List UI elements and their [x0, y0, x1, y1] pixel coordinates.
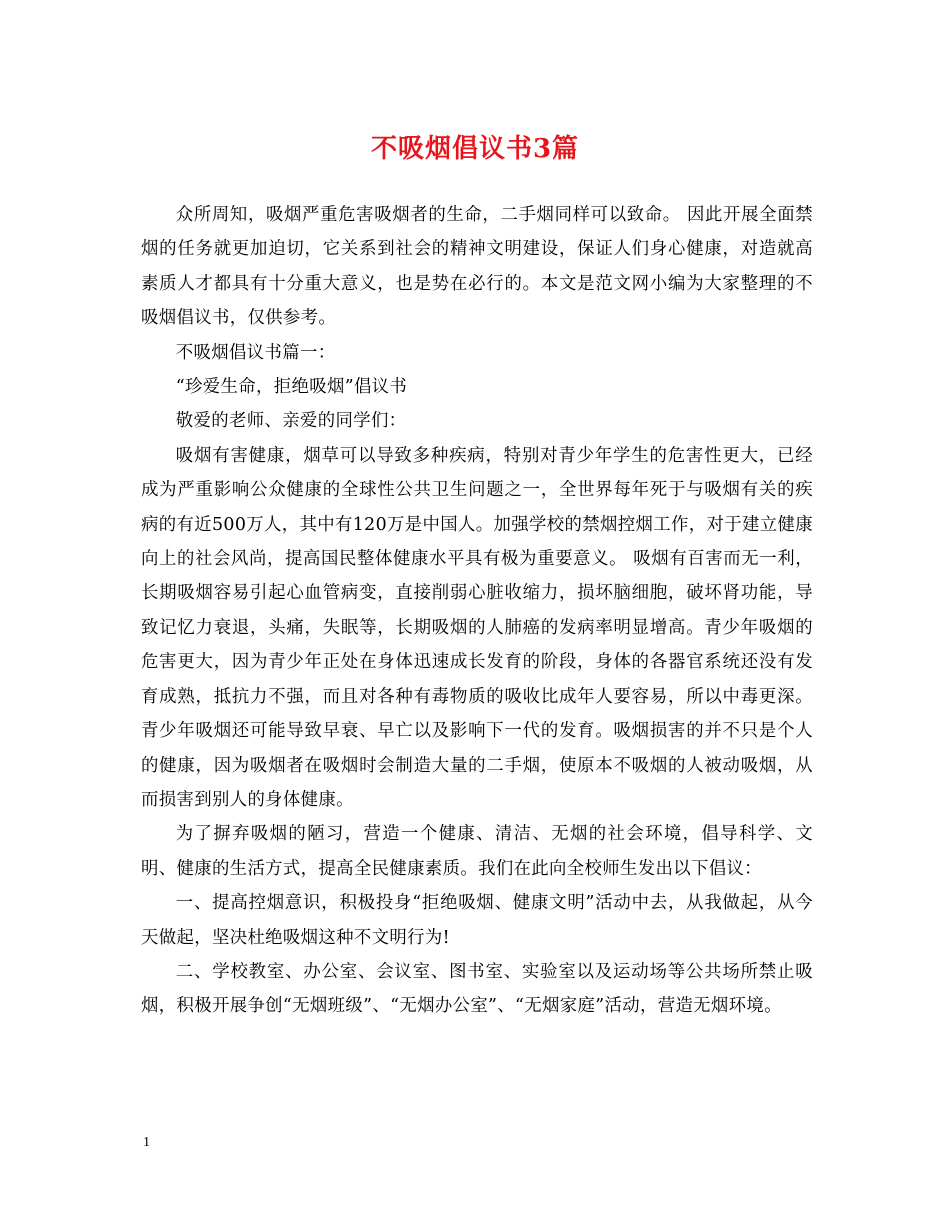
paragraph-call-to-action: 为了摒弃吸烟的陋习，营造一个健康、清洁、无烟的社会环境，倡导科学、文明、健康的生活方式，提高全民健康素质。我们在此向全校师生发出以下倡议： [141, 824, 813, 879]
paragraph-proposal-title: “珍爱生命，拒绝吸烟”倡议书 [175, 377, 408, 398]
paragraph-salutation: 敬爱的老师、亲爱的同学们： [175, 411, 407, 432]
paragraph-intro: 众所周知，吸烟严重危害吸烟者的生命，二手烟同样可以致命。 因此开展全面禁烟的任务就更加迫切，它关系到社会的精神文明建设，保证人们身心健康，对造就高素质人才都具有十分重大意义，也是势在必行的。本文是范文网小编为大家整理的不吸烟倡议书，仅供参考。 [141, 205, 813, 329]
paragraph-section-heading: 不吸烟倡议书篇一： [175, 342, 336, 363]
page-number: 1 [143, 1135, 150, 1150]
paragraph-proposal-two: 二、学校教室、办公室、会议室、图书室、实验室以及运动场等公共场所禁止吸烟，积极开展争创“无烟班级”、“无烟办公室”、“无烟家庭”活动，营造无烟环境。 [141, 961, 813, 1017]
document-title: 不吸烟倡议书3篇 [370, 134, 580, 164]
document-body [141, 198, 813, 1024]
paragraph-proposal-one: 一、提高控烟意识，积极投身“拒绝吸烟、健康文明”活动中去，从我做起，从今天做起，坚决杜绝吸烟这种不文明行为! [141, 893, 813, 948]
paragraph-harms: 吸烟有害健康，烟草可以导致多种疾病，特别对青少年学生的危害性更大，已经成为严重影响公众健康的全球性公共卫生问题之一，全世界每年死于与吸烟有关的疾病的有近500万人，其中有120万是中国人。加强学校的禁烟控烟工作，对于建立健康向上的社会风尚，提高国民整体健康水平具有极为重要意义。 吸烟有百害而无一利，长期吸烟容易引起心血管病变，直接削弱心脏收缩力，损坏脑细胞，破坏肾功能，导致记忆力衰退，头痛，失眠等，长期吸烟的人肺癌的发病率明显增高。青少年吸烟的危害更大，因为青少年正处在身体迅速成长发育的阶段，身体的各器官系统还没有发育成熟，抵抗力不强，而且对各种有毒物质的吸收比成年人要容易，所以中毒更深。青少年吸烟还可能导致早衰、早亡以及影响下一代的发育。吸烟损害的并不只是个人的健康，因为吸烟者在吸烟时会制造大量的二手烟，使原本不吸烟的人被动吸烟，从而损害到别人的身体健康。 [141, 445, 813, 810]
